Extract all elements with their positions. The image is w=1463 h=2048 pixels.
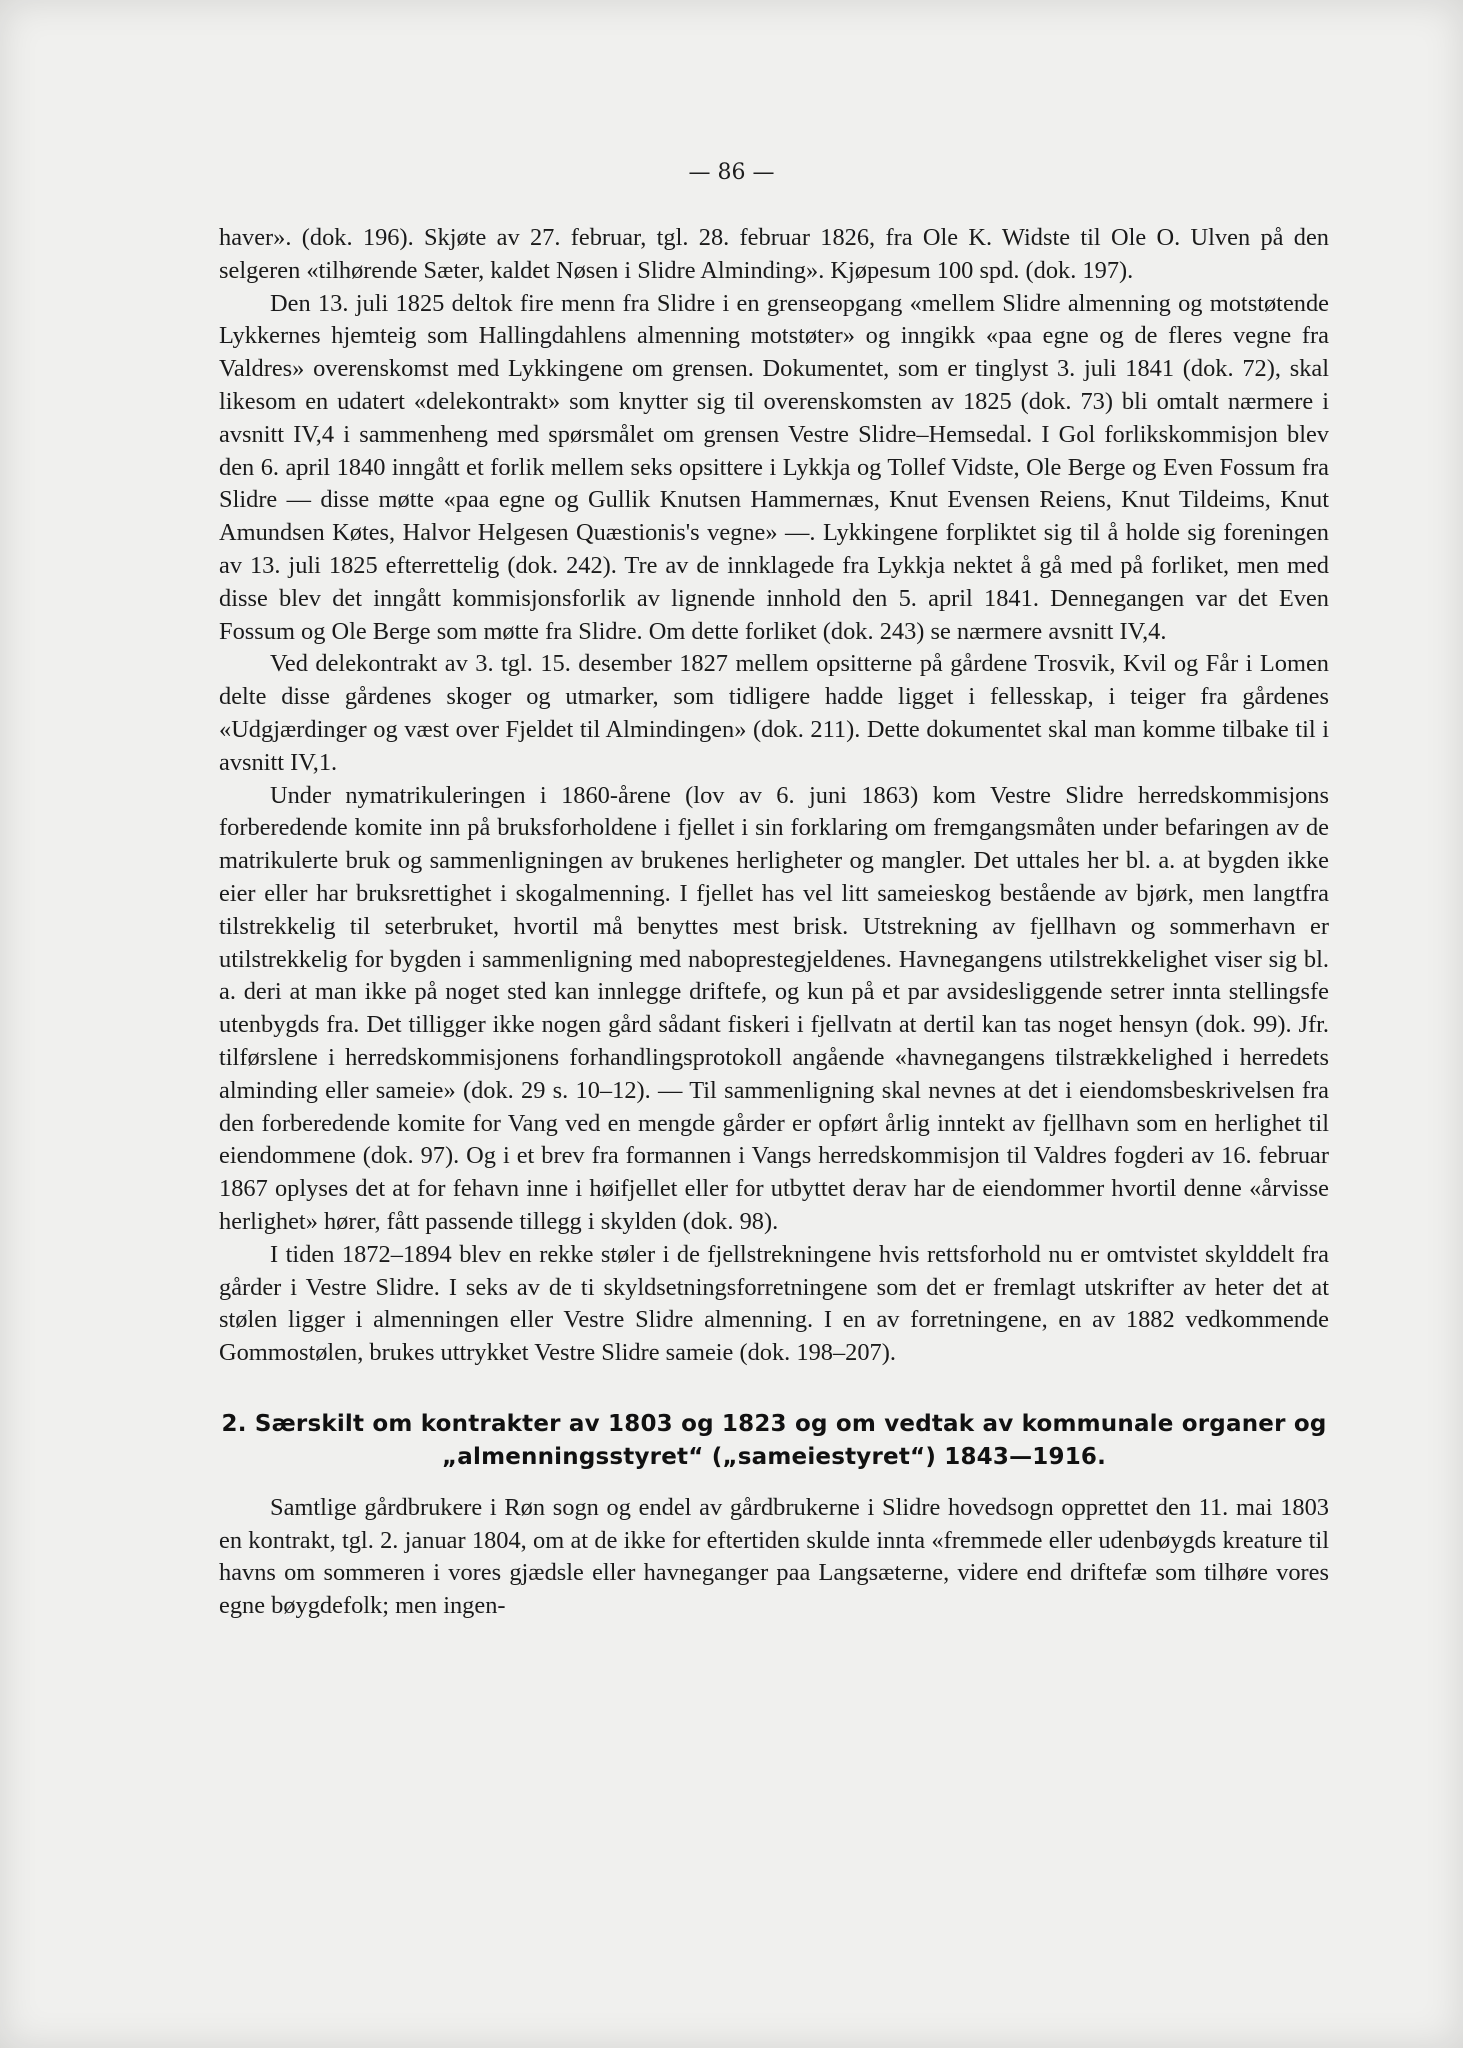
paragraph: I tiden 1872–1894 blev en rekke støler i de fjellstrekningene hvis rettsforhold nu er omtvistet skylddelt fra gårder i Vestre Slidre. I seks av de ti skyldsetningsforretningene som det er fremlagt utskrifter av heter det at stølen ligger i almenningen eller Vestre Slidre almenning. I en av forretningene, en av 1882 vedkommende Gommostølen, brukes uttrykket Vestre Slidre sameie (dok. 198–207). [219,1240,1329,1367]
section-heading [219,1408,1329,1474]
page-number: — 86 — [688,160,775,185]
section-heading-line-1: 2. Særskilt om kontrakter av 1803 og 1823 og om vedtak av kommunale organer og [221,1410,1327,1437]
paragraph: haver». (dok. 196). Skjøte av 27. februar, tgl. 28. februar 1826, fra Ole K. Widste til Ole O. Ulven på den selgeren «tilhørende Sæter, kaldet Nøsen i Slidre Alminding». Kjøpesum 100 spd. (dok. 197). [219,224,1329,284]
paragraph: Den 13. juli 1825 deltok fire menn fra Slidre i en grenseopgang «mellem Slidre almenning og motstøtende Lykkernes hjemteig som Hallingdahlens almenning motstøter» og inngikk «paa egne og de fleres vegne fra Valdres» overenskomst med Lykkingene om grensen. Dokumentet, som er tinglyst 3. juli 1841 (dok. 72), skal likesom en udatert «delekontrakt» som knytter sig til overenskomsten av 1825 (dok. 73) bli omtalt nærmere i avsnitt IV,4 i sammenheng med spørsmålet om grensen Vestre Slidre–Hemsedal. I Gol forlikskommisjon blev den 6. april 1840 inngått et forlik mellem seks opsittere i Lykkja og Tollef Vidste, Ole Berge og Even Fossum fra Slidre — disse møtte «paa egne og Gullik Knutsen Hammernæs, Knut Evensen Reiens, Knut Tildeims, Knut Amundsen Køtes, Halvor Helgesen Quæstionis's vegne» —. Lykkingene forpliktet sig til å holde sig foreningen av 13. juli 1825 efterrettelig (dok. 242). Tre av de innklagede fra Lykkja nektet å gå med på forliket, men med disse blev det inngått kommisjonsforlik av lignende innhold den 5. april 1841. Dennegangen var det Even Fossum og Ole Berge som møtte fra Slidre. Om dette forliket (dok. 243) se nærmere avsnitt IV,4. [219,289,1329,645]
paragraph: Ved delekontrakt av 3. tgl. 15. desember 1827 mellem opsitterne på gårdene Trosvik, Kvil og Får i Lomen delte disse gårdenes skoger og utmarker, som tidligere hadde ligget i fellesskap, i teiger fra gårdenes «Udgjærdinger og væst over Fjeldet til Almindingen» (dok. 211). Dette dokumentet skal man komme tilbake til i avsnitt IV,1. [219,650,1329,776]
paragraph: Samtlige gårdbrukere i Røn sogn og endel av gårdbrukerne i Slidre hovedsogn opprettet den 11. mai 1803 en kontrakt, tgl. 2. januar 1804, om at de ikke for eftertiden skulde innta «fremmede eller udenbøygds kreature til havns om sommeren i vores gjædsle eller havneganger paa Langsæterne, videre end driftefæ som tilhøre vores egne bøygdefolk; men ingen- [219,1493,1329,1620]
paragraph: Under nymatrikuleringen i 1860-årene (lov av 6. juni 1863) kom Vestre Slidre herredskommisjons forberedende komite inn på bruksforholdene i fjellet i sin forklaring om fremgangsmåten under befaringen av de matrikulerte bruk og sammenligningen av brukenes herligheter og mangler. Det uttales her bl. a. at bygden ikke eier eller har bruksrettighet i skogalmenning. I fjellet has vel litt sameieskog bestående av bjørk, men langtfra tilstrekkelig til seterbruket, hvortil må benyttes mest brisk. Utstrekning av fjellhavn og sommerhavn er utilstrekkelig for bygden i sammenligning med naboprestegjeldenes. Havnegangens utilstrekkelighet viser sig bl. a. deri at man ikke på noget sted kan innlegge driftefe, og kun på et par avsidesliggende setrer innta stellingsfe utenbygds fra. Det tilligger ikke nogen gård sådant fiskeri i fjellvatn at dertil kan tas noget hensyn (dok. 99). Jfr. tilførslene i herredskommisjonens forhandlingsprotokoll angående «havnegangens tilstrækkelighed i herredets alminding eller sameie» (dok. 29 s. 10–12). — Til sammenligning skal nevnes at det i eiendomsbeskrivelsen fra den forberedende komite for Vang ved en mengde gårder er opført årlig inntekt av fjellhavn som en herlighet til eiendommene (dok. 97). Og i et brev fra formannen i Vangs herredskommisjon til Valdres fogderi av 16. februar 1867 oplyses det at for fehavn inne i høifjellet eller for utbyttet derav har de eiendommer hvortil denne «årvisse herlighet» hører, fått passende tillegg i skylden (dok. 98). [219,781,1329,1235]
section-heading-line-2: „almenningsstyret“ („sameiestyret“) 1843—1916. [441,1443,1107,1470]
body-text [219,222,1329,1623]
